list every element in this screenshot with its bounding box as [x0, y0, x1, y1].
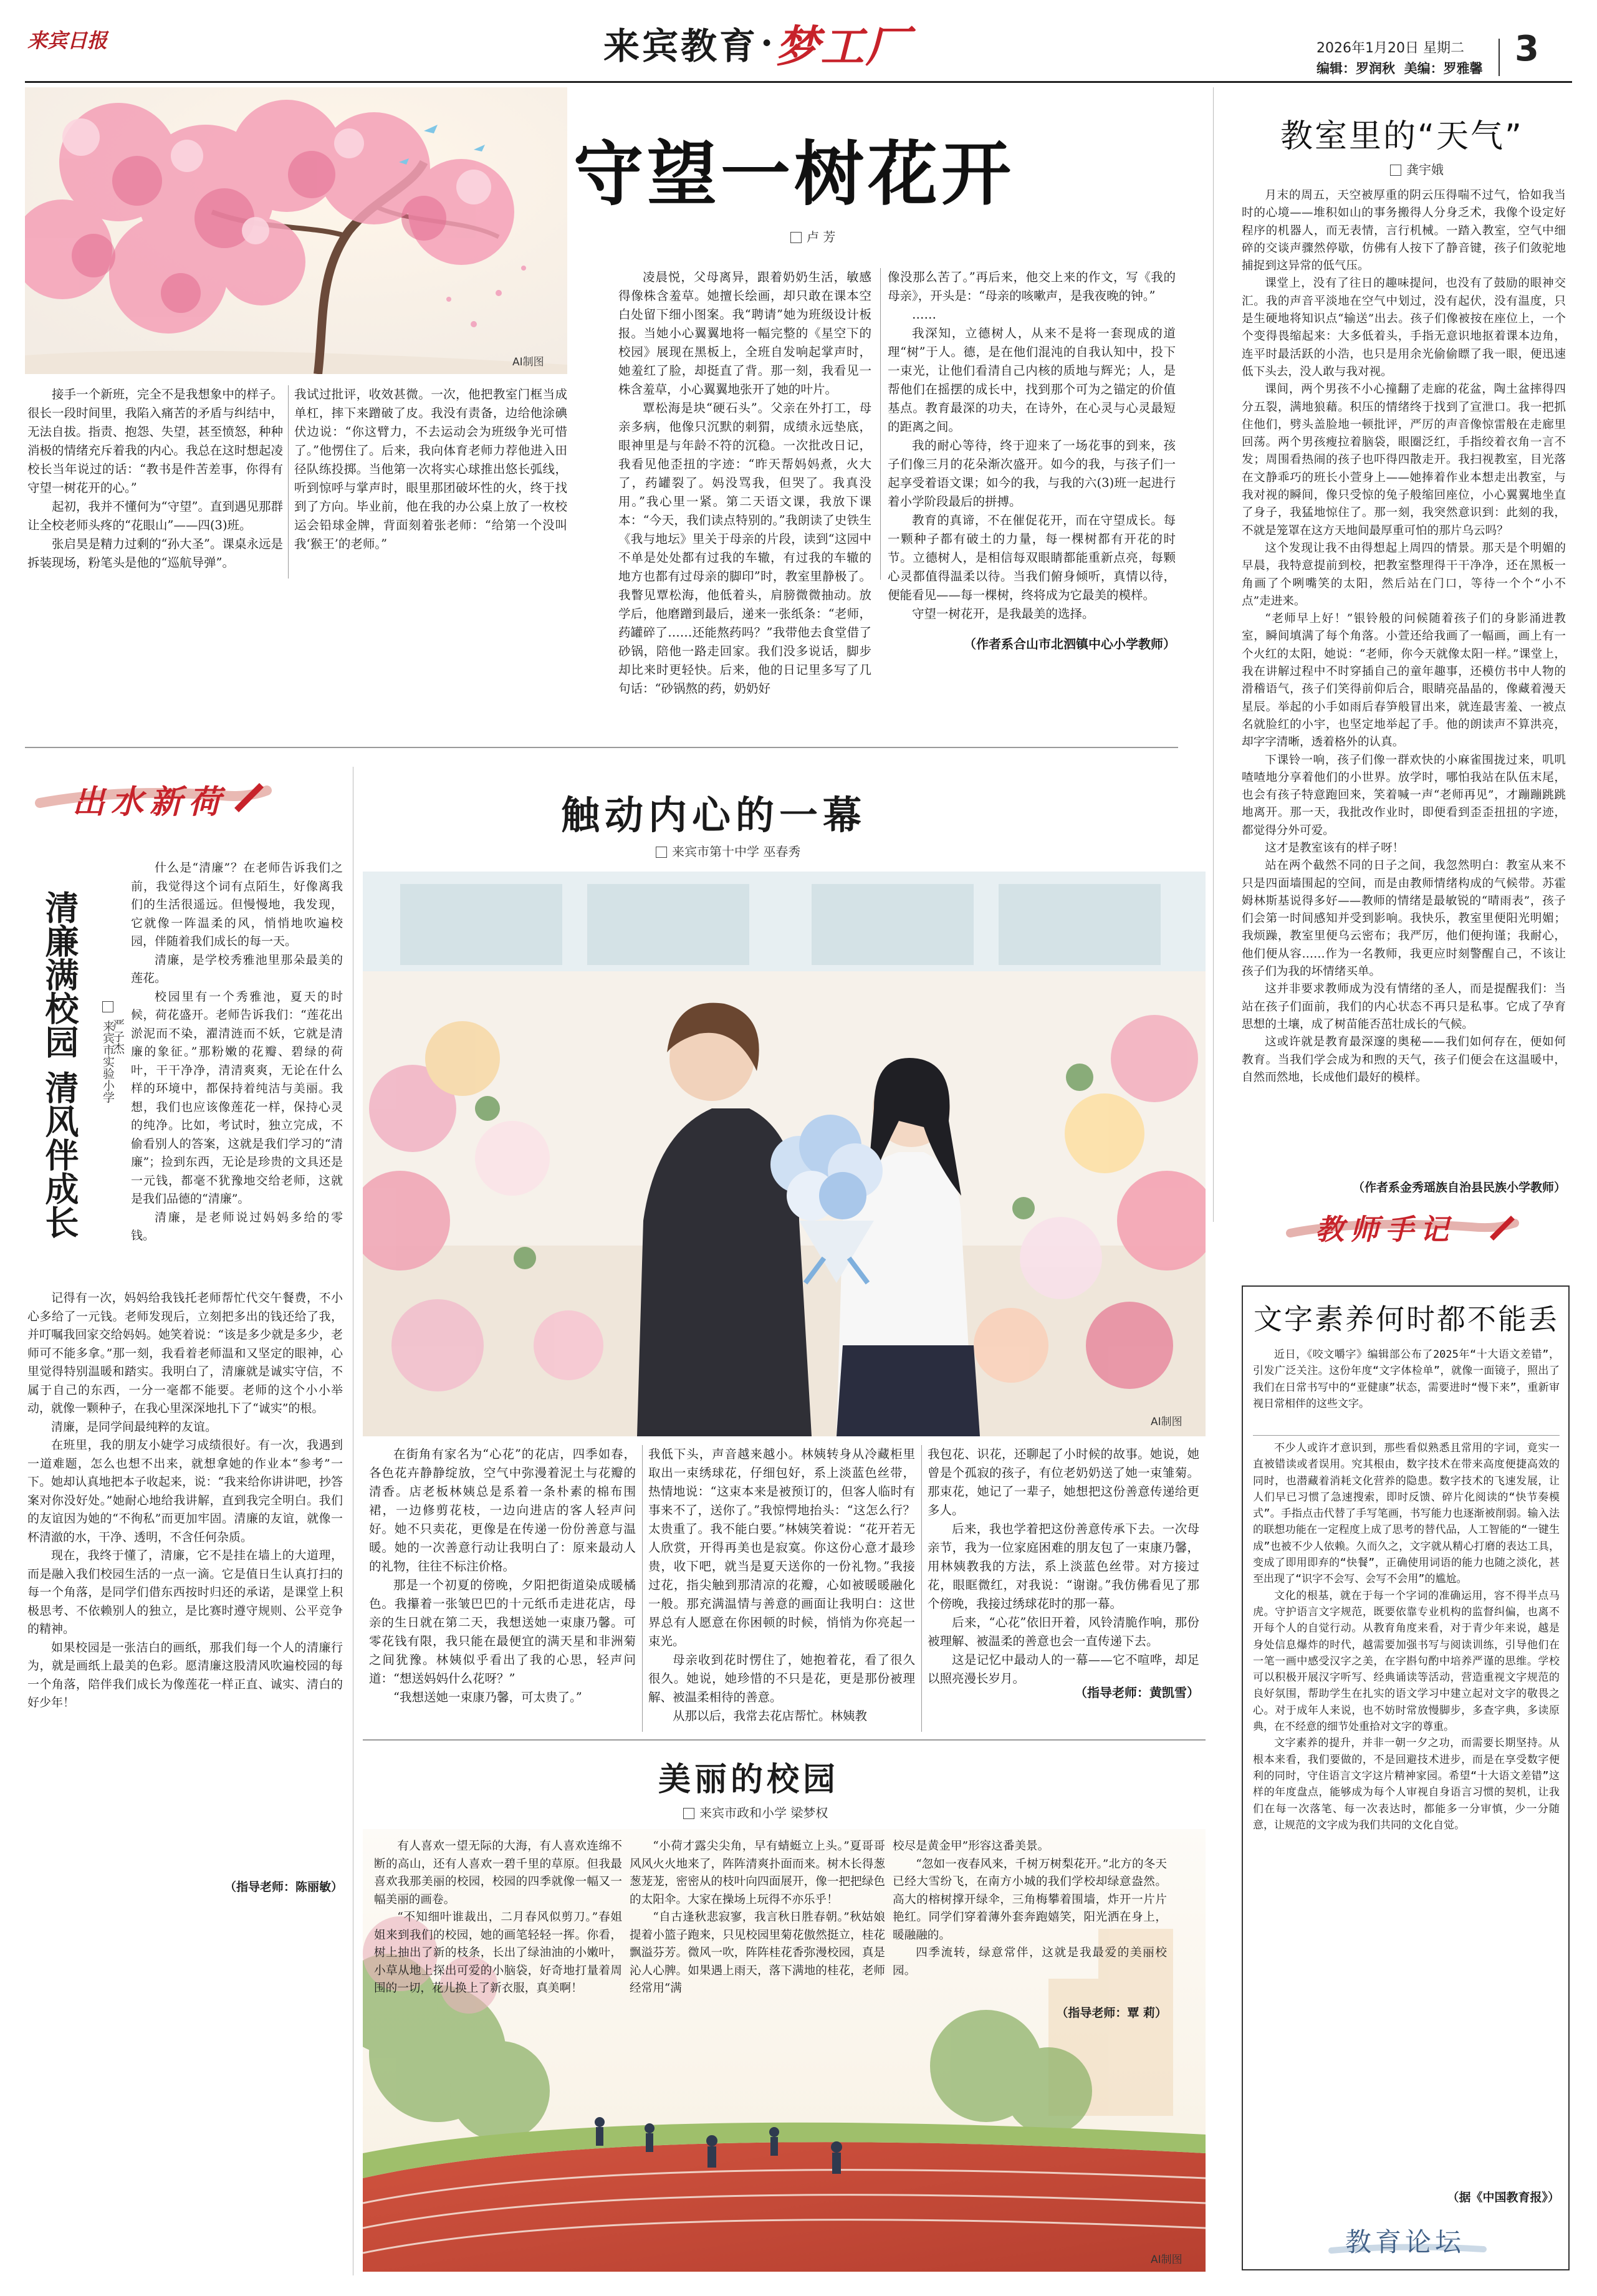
date-line: 2026年1月20日 星期二: [1316, 41, 1464, 56]
section-label-text: 教师手记: [1315, 1213, 1455, 1246]
page-number: 3: [1515, 29, 1539, 69]
art3-rest: [27, 1289, 343, 1712]
art1-signature: （作者系合山市北泗镇中心小学教师）: [964, 636, 1176, 651]
art1-col1: [27, 385, 283, 572]
brand-name: 梦工厂: [775, 20, 911, 72]
paragraph: 清廉，是学校秀雅池里那朵最美的莲花。: [131, 953, 343, 985]
right-column-divider: [1213, 87, 1214, 1222]
byline-box-icon: [1390, 165, 1401, 176]
art5-col3: [893, 1838, 1167, 1980]
designer-label: 美编：罗雅馨: [1404, 61, 1483, 76]
paragraph: 母亲收到花时愣住了，她抱着花，看了很久很久。她说，她珍惜的不只是花，更是那份被理解、被温柔相待的善意。: [648, 1653, 915, 1704]
section-label-text: 教育论坛: [1345, 2227, 1465, 2257]
paragraph: 记得有一次，妈妈给我钱托老师帮忙代交午餐费，不小心多给了一元钱。老师发现后，立刻把多出的钱还给了我，并叮嘱我回家交给妈妈。她笑着说：“该是多少就是多少，老师可不能多拿。”那一刻，我看着老师温和又坚定的眼神，心里觉得特别温暖和踏实。我明白了，清廉就是诚实守信，不属于自己的东西，一分一毫都不能要。老师的这个小小举动，就像一颗种子，在我心里深深地扎下了“诚实”的根。: [27, 1291, 343, 1415]
art5-col1: [374, 1838, 622, 1998]
intro-rule: [1253, 1435, 1560, 1436]
section-label-chushui: [35, 772, 272, 822]
paragraph: 覃松海是块“硬石头”。父亲在外打工，母亲多病，他像只沉默的刺猬，成绩永远垫底，眼神里是与年龄不符的沉稳。一次批改日记，我看见他歪扭的字迹：“昨天帮妈妈煮，火大了，药罐裂了。妈没骂我，但哭了。我真没用。”我心里一紧。第二天语文课，我放下课本：“今天，我们读点特别的。”我朗读了史铁生《我与地坛》里关于母亲的片段，读到“这园中不单是处处都有过我的车辙，有过我的车辙的地方也都有过母亲的脚印”时，教室里静极了。我瞥见覃松海，他低着头，肩膀微微抽动。放学后，他磨蹭到最后，递来一张纸条：“老师，药罐碎了……还能熬药吗？”我带他去食堂借了砂锅，陪他一路走回家。我们没多说话，脚步却比来时更轻快。后来，他的日记里多写了几句话：“砂锅熬的药，奶奶好: [618, 401, 871, 696]
art5-signature: （指导老师：覃 莉）: [1056, 2006, 1167, 2020]
paragraph: 清廉，是同学间最纯粹的友谊。: [51, 1419, 218, 1434]
section-label-text: 出水新荷: [72, 783, 228, 821]
paragraph: “老师早上好！”银铃般的问候随着孩子们的身影涌进教室，瞬间填满了每个角落。小萱还给我画了一幅画，画上有一个火红的太阳，她说：“老师，你今天就像太阳一样。”课堂上，我在讲解过程中不时穿插自己的童年趣事，还模仿书中人物的滑稽语气，孩子们笑得前仰后合，眼睛亮晶晶的，像藏着漫天星辰。举起的小手如雨后春笋般冒出来，就连最害羞、一被点名就脸红的小宇，也坚定地举起了手。他的朗读声不算洪亮，却字字清晰，透着格外的认真。: [1242, 612, 1566, 749]
art4-signature: （指导老师：黄凯雪）: [1075, 1685, 1199, 1700]
paragraph: 凌晨悦，父母离异，跟着奶奶生活，敏感得像株含羞草。她擅长绘画，却只敢在课本空白处留下细小图案。我“聘请”她为班级设计板报。当她小心翼翼地将一幅完整的《星空下的校园》展现在黑板上，全班自发响起掌声时，她羞红了脸，却挺直了背。那一刻，我看见一株含羞草，小心翼翼地张开了她的叶片。: [618, 270, 871, 396]
art1-col3: [618, 268, 871, 698]
paragraph: ……: [912, 307, 936, 322]
art4-col3: [928, 1445, 1199, 1688]
paragraph: 我试过批评，收效甚微。一次，他把教室门框当成单杠，摔下来蹭破了皮。我没有责备，边给他涂碘伏边说：“你这臂力，不去运动会为班级争光可惜了。”他愣住了。后来，我向体育老师力荐他进入田径队练投掷。当他第一次将实心球推出悠长弧线，听到惊呼与掌声时，眼里那团破坏性的火，终于找到了方向。毕业前，他在我的办公桌上放了一枚校运会铅球金牌，背面刻着张老师：“给第一个没叫我‘猴王’的老师。”: [294, 387, 567, 551]
paragraph: 四季流转，绿意常伴，这就是我最爱的美丽校园。: [893, 1946, 1167, 1977]
ai-caption-3: AI制图: [1151, 2254, 1182, 2266]
col-divider: [921, 1445, 922, 1732]
paragraph: 校尽是黄金甲”形容这番美景。: [893, 1840, 1050, 1853]
paragraph: 文字素养的提升，并非一朝一夕之功，而需要长期坚持。从根本来看，我们要做的，不是回避技术进步，而是在享受数字便利的同时，守住语言文字这片精神家园。希望“十大语文差错”这样的年度盘点，能够成为每个人审视自身语言习惯的契机，让我们在每一次落笔、每一次表达时，都能多一分审慎，少一分随意，让规范的文字成为我们共同的文化自觉。: [1253, 1737, 1560, 1832]
author-name-4: 来宾市第十中学 巫春秀: [672, 844, 801, 859]
column-name: 来宾教育: [603, 25, 759, 67]
art6-intro: [1253, 1347, 1560, 1412]
article-title-6: 文字素养何时都不能丢: [1254, 1302, 1559, 1336]
article-title-5: 美丽的校园: [658, 1760, 840, 1799]
paragraph: 月末的周五，天空被厚重的阴云压得喘不过气，恰如我当时的心境——堆积如山的事务搬得人分身乏术，我像个设定好程序的机器人，而无表情，言行机械。一踏入教室，空气中细碎的交谈声骤然停歇，仿佛有人按下了静音键，孩子们敛驼地捕捉到这异常的低气压。: [1242, 189, 1566, 273]
article-author-1: [790, 227, 835, 245]
paragraph: 后来，“心花”依旧开着，风铃清脆作响，那份被理解、被温柔的善意也会一直传递下去。: [928, 1615, 1199, 1648]
art4-col1: [369, 1445, 636, 1707]
paragraph: “忽如一夜春风来，千树万树梨花开。”北方的冬天已经大雪纷飞，在南方小城的我们学校却绿意盎然。高大的榕树撑开绿伞，三角梅攀着围墙，炸开一片片艳红。同学们穿着薄外套奔跑嬉笑，阳光洒在身上，暖融融的。: [893, 1857, 1167, 1942]
paragraph: “自古逢秋悲寂寥，我言秋日胜春朝。”秋姑娘提着小篮子跑来，只见校园里菊花傲然挺立，桂花飘溢芬芳。微风一吹，阵阵桂花香弥漫校园，真是沁人心脾。如果遇上雨天，落下满地的桂花，老师经常用“满: [630, 1911, 885, 1995]
paragraph: 教育的真谛，不在催促花开，而在守望成长。每一颗种子都有破土的力量，每一棵树都有开花的时节。立德树人，是相信每双眼睛都能重新点亮，每颗心灵都值得温柔以待。当我们俯身倾听，真情以待，便能看见——每一棵树，终将成为它最美的模样。: [888, 513, 1176, 602]
ai-caption-1: AI制图: [512, 356, 544, 368]
paragraph: 清廉，是老师说过妈妈多给的零钱。: [131, 1210, 343, 1242]
article-title-3: 清廉满校园 清风伴成长: [40, 890, 79, 1239]
art1-col2: [294, 385, 567, 554]
paragraph: 这或许就是教育最深邃的奥秘——我们如何存在，便如何教育。当我们学会成为和煦的天气，孩子们便会在这温暖中，自然而然地，长成他们最好的模样。: [1242, 1035, 1566, 1084]
paragraph: 什么是“清廉”？在老师告诉我们之前，我觉得这个词有点陌生，好像离我们的生活很遥远。但慢慢地，我发现，它就像一阵温柔的风，悄悄地吹遍校园，伴随着我们成长的每一天。: [131, 861, 343, 948]
page-no-divider: [1499, 39, 1500, 76]
paragraph: 不少人或许才意识到，那些看似熟悉且常用的字词，竟实一直被错读或者误用。究其根由，数字技术在带来高度便捷高效的同时，也潜藏着消耗文化营养的隐患。数字技术的飞速发展，让人们早已习惯了急速搜索，即时反馈、碎片化阅读的“快节奏模式”。手指点击代替了手写笔画，书写能力也逐渐被削弱。输入法的联想功能在一定程度上成了思考的替代品，人工智能的“一键生成”也被不少人依赖。久而久之，文字就从精心打磨的表达工具，变成了即用即弃的“快餐”，正确使用词语的能力也随之淡化，甚至出现了“识字不会写、会写不会用”的尴尬。: [1253, 1442, 1560, 1586]
article-author-4: [656, 842, 800, 860]
paragraph: “小荷才露尖尖角，早有蜻蜓立上头。”夏哥哥风风火火地来了，阵阵清爽扑面而来。树木长得葱葱茏茏，密密从的枝叶向四面展开，像一把把绿色的太阳伞。大家在操场上玩得不亦乐乎！: [630, 1840, 885, 1906]
article-author-2: [1390, 160, 1444, 178]
article-title-4: 触动内心的一幕: [561, 792, 867, 838]
section-rule: [25, 747, 1178, 748]
paragraph: 如果校园是一张洁白的画纸，那我们每一个人的清廉行为，就是画纸上最美的色彩。愿清廉这股清风吹遍校园的每一个角落，陪伴我们成长为像莲花一样正直、诚实、清白的好少年！: [27, 1640, 343, 1709]
paragraph: 后来，我也学着把这份善意传承下去。一次母亲节，我为一位家庭困难的朋友包了一束康乃馨，用林姨教我的方法，系上淡蓝色丝带。对方接过花，眼眶微红，对我说：“谢谢。”我仿佛看见了那个傍晚，我接过绣球花时的那一幕。: [928, 1522, 1199, 1611]
paragraph: 课间，两个男孩不小心撞翻了走廊的花盆，陶土盆摔得四分五裂，满地狼藉。积压的情绪终于找到了宣泄口。我一把抓住他们，劈头盖脸地一顿批评，严厉的声音像惊雷般在走廊里回荡。两个男孩瘦拉着脑袋，眼圈泛红，手指绞着衣角一言不发；周围看热闹的孩子也吓得四散走开。我扫视教室，目光落在文静乖巧的班长小萱身上——她捧着作业本想走出教室，与我对视的瞬间，像只受惊的兔子般缩回座位，小心翼翼地坐直了身子，我猛地惊住了。那一刻，我突然意识到：此刻的我，不就是笼罩在这方天地间最厚重可怕的那片乌云吗？: [1242, 383, 1566, 537]
col-divider: [880, 268, 881, 580]
section-label-forum: [1328, 2219, 1490, 2259]
paragraph: 在班里，我的朋友小婕学习成绩很好。有一次，我遇到一道难题，怎么也想不出来，就想拿她的作业本“参考”一下。她却认真地把本子收起来，说：“我来给你讲讲吧，抄答案对你没好处。”她耐心地给我讲解，直到我完全明白。我们的友谊因为她的“不徇私”而更加牢固。清廉的友谊，就像一杯清澈的水，干净、透明，不含任何杂质。: [27, 1438, 343, 1544]
paragraph: 文化的根基，就在于每一个字词的准确运用，容不得半点马虎。守护语言文字规范，既要依靠专业机构的监督纠偏，也离不开每个人的自觉行动。从教育角度来看，对于青少年来说，越是身处信息爆炸的时代，越需要加强书写与阅读训练，引导他们在一笔一画中感受汉字之美，在字斟句酌中培养严谨的思维。学校可以积极开展汉字听写、经典诵读等活动，营造重视文字规范的良好氛围，帮助学生在扎实的语文学习中建立起对文字的敬畏之心。对于成年人来说，也不妨时常放慢脚步，多查字典，多读原典，在不经意的细节处重拾对文字的尊重。: [1253, 1589, 1560, 1734]
paragraph: 现在，我终于懂了，清廉，它不是挂在墙上的大道理，而是融入我们校园生活的一点一滴。它是值日生认真打扫的每一个角落，是同学们借东西按时归还的承诺，是课堂上积极思考、不依赖别人的独立，是比赛时遵守规则、公平竞争的精神。: [27, 1549, 343, 1636]
paper-logo: 来宾日报: [27, 29, 108, 52]
paragraph: 校园里有一个秀雅池，夏天的时候，荷花盛开。老师告诉我们：“莲花出淤泥而不染，濯清涟而不妖，它就是清廉的象征。”那粉嫩的花瓣、碧绿的荷叶，干干净净，清清爽爽，无论在什么样的环境中，都保持着纯洁与美丽。我想，我们也应该像莲花一样，保持心灵的纯净。比如，考试时，独立完成，不偷看别人的答案，这就是我们学习的“清廉”；捡到东西，无论是珍贵的文具还是一元钱，都毫不犹豫地交给老师，这就是我们品德的“清廉”。: [131, 989, 343, 1206]
author-line: 来宾市实验小学: [101, 1020, 115, 1103]
col-divider: [288, 385, 289, 579]
paragraph: 张启昊是精力过剩的“孙大圣”。课桌永远是拆装现场，粉笔头是他的“巡航导弹”。: [27, 537, 283, 570]
article-author-3b: 严子杰: [111, 1019, 125, 1054]
col-divider: [642, 1445, 643, 1732]
section-rule: [363, 1739, 1206, 1741]
paragraph: 我深知，立德树人，从来不是将一套现成的道理“树”于人。德，是在他们混沌的自我认知中，投下一束光，让他们看清自己内核的质地与辉光；人，是帮他们在摇摆的成长中，找到那个可为之锚定的价值基点。教育最深的功夫，在诗外，在心灵与心灵最短的距离之间。: [888, 326, 1176, 434]
art3-intro: [131, 859, 343, 1246]
art2-body: [1242, 187, 1566, 1087]
paragraph: 我的耐心等待，终于迎来了一场花事的到来，孩子们像三月的花朵渐次盛开。如今的我，与孩子们一起享受着语文课；如今的我，与我的六(3)班一起进行着小学阶段最后的拼搏。: [888, 438, 1176, 509]
paragraph: “我想送她一束康乃馨，可太贵了。”: [393, 1690, 582, 1704]
byline-box-icon: [683, 1808, 694, 1819]
paragraph: 站在两个截然不同的日子之间，我忽然明白：教室从来不只是四面墙围起的空间，而是由教师情绪构成的气候带。苏霍姆林斯基说得多好——教师的情绪是最敏锐的“晴雨表”，孩子们会第一时间感知并受到影响。我快乐，教室里便阳光明媚；我烦躁，教室里便乌云密布；我严厉，他们便拘谨；我耐心，他们便从容……作为一名教师，我更应时刻警醒自己，不该让孩子们为我的坏情绪买单。: [1242, 859, 1566, 979]
paragraph: “不知细叶谁裁出，二月春风似剪刀。”春姐姐来到我们的校园，她的画笔轻轻一挥。你看，树上抽出了新的枝条，长出了绿油油的小嫩叶，小草从地上探出可爱的小脑袋，好奇地打量着周围的一切，花儿换上了新衣服，真美啊！: [374, 1911, 622, 1995]
art4-col2: [648, 1445, 915, 1726]
art3-signature: （指导老师：陈丽敏）: [224, 1880, 343, 1894]
ai-caption-2: AI制图: [1151, 1416, 1182, 1428]
paragraph: 那是一个初夏的傍晚，夕阳把街道染成暖橘色。我攥着一张皱巴巴的十元纸币走进花店，母亲的生日就在第二天，我想送她一束康乃馨。可零花钱有限，我只能在最便宜的满天星和非洲菊之间犹豫。林姨似乎看出了我的心思，轻声问道：“想送妈妈什么花呀？”: [369, 1578, 636, 1686]
paragraph: 像没那么苦了。”再后来，他交上来的作文，写《我的母亲》，开头是：“母亲的咳嗽声，是我夜晚的钟。”: [888, 270, 1176, 303]
paragraph: 接手一个新班，完全不是我想象中的样子。很长一段时间里，我陷入痛苦的矛盾与纠结中，无法自拔。指责、抱怨、失望，甚至愤怒，种种消极的情绪充斥着我的内心。我总在这时想起凌校长当年说过的话：“教书是件苦差事，你得有守望一树花开的心。”: [27, 387, 283, 495]
article-author-5: [683, 1803, 828, 1821]
paragraph: 守望一树花开，是我最美的选择。: [912, 607, 1095, 621]
art6-body: [1253, 1440, 1560, 1833]
cherry-blossom-illustration: [25, 87, 567, 374]
author-name-5: 来宾市政和小学 梁梦权: [699, 1805, 828, 1820]
paragraph: 下课铃一响，孩子们像一群欢快的小麻雀围拢过来，叽叽喳喳地分享着他们的小世界。放学时，哪怕我站在队伍末尾，也会有孩子特意跑回来，笑着喊一声“老师再见”，才蹦蹦跳跳地离开。那一天，我批改作业时，即便看到歪歪扭扭的字迹，都觉得分外可爱。: [1242, 753, 1566, 837]
paragraph: 这才是教室该有的样子呀！: [1265, 841, 1404, 855]
paragraph: 我低下头，声音越来越小。林姨转身从冷藏柜里取出一束绣球花，仔细包好，系上淡蓝色丝带，热情地说：“这束本来是被预订的，但客人临时有事来不了，送你了。”我惊愕地抬头：“这怎么行？太贵重了。我不能白要。”林姨笑着说：“花开若无人欣赏，开得再美也是寂寞。你这份心意才最珍贵，收下吧，就当是夏天送你的一份礼物。”我接过花，指尖触到那清凉的花瓣，心如被暖暖融化一般。那充满温情与善意的画面让我明白：这世界总有人愿意在你困顿的时候，悄悄为你亮起一束光。: [648, 1447, 915, 1648]
byline-box-icon: [790, 232, 802, 243]
editor-label: 编辑：罗润秋: [1316, 61, 1395, 76]
section-label-teacher-notes: [1284, 1208, 1521, 1246]
masthead-rule: [25, 81, 1572, 83]
art6-signature: （据《中国教育报》）: [1447, 2191, 1560, 2204]
art1-col4: [888, 268, 1176, 623]
paragraph: 起初，我并不懂何为“守望”。直到遇见那群让全校老师头疼的“花眼山”——四(3)班。: [27, 499, 283, 532]
author-name-2: 龚宇娥: [1406, 162, 1444, 177]
paragraph: 课堂上，没有了往日的趣味提问，也没有了鼓励的眼神交汇。我的声音平淡地在空气中划过，没有起伏，没有温度，只是生硬地将知识点“输送”出去。孩子们像被按在座位上，一个个变得畏缩起来：大多低着头，手指无意识地抠着课本边角，连平时最活跃的小浩，也只是用余光偷偷瞟了我一眼，便迅速低下头去，没人敢与我对视。: [1242, 277, 1566, 378]
title-dot: ·: [760, 22, 774, 64]
masthead-title: [603, 15, 1015, 71]
author-name-1: 卢 芳: [807, 229, 836, 244]
art5-col2: [630, 1838, 885, 1998]
paragraph: 我包花、识花，还聊起了小时候的故事。她说，她曾是个孤寂的孩子，有位老奶奶送了她一束雏菊。那束花，她记了一辈子，她想把这份善意传递给更多人。: [928, 1447, 1199, 1517]
paragraph: 这并非要求教师成为没有情绪的圣人，而是提醒我们：当站在孩子们面前，我们的内心状态不再只是私事。它成了孕育思想的土壤，成了树苗能否茁壮成长的气候。: [1242, 982, 1566, 1031]
byline-box-icon: [102, 1001, 113, 1012]
paragraph: 有人喜欢一望无际的大海，有人喜欢连绵不断的高山，还有人喜欢一碧千里的草原。但我最喜欢我那美丽的校园，校园的四季就像一幅又一幅美丽的画卷。: [374, 1840, 622, 1906]
article-title-2: 教室里的“天气”: [1280, 118, 1523, 155]
paragraph: 这个发现让我不由得想起上周四的情景。那天是个明媚的早晨，我特意提前到校，把教室整理得干干净净，还在黑板一角画了个咧嘴笑的太阳，然后站在门口，等待一个个“小不点”走进来。: [1242, 541, 1566, 608]
paragraph: 近日，《咬文嚼字》编辑部公布了2025年“十大语文差错”，引发广泛关注。这份年度“文字体检单”，就像一面镜子，照出了我们在日常书写中的“亚健康”状态，需要进时“慢下来”，重新审视日常相伴的这些文字。: [1253, 1348, 1560, 1410]
paragraph: 这是记忆中最动人的一幕——它不喧哗，却足以照亮漫长岁月。: [928, 1653, 1199, 1686]
art2-signature: （作者系金秀瑶族自治县民族小学教师）: [1352, 1181, 1566, 1194]
byline-box-icon: [656, 847, 667, 858]
editor-line: [1316, 59, 1483, 77]
paragraph: 从那以后，我常去花店帮忙。林姨教: [673, 1709, 868, 1723]
paragraph: 在街角有家名为“心花”的花店，四季如春，各色花卉静静绽放，空气中弥漫着泥土与花瓣的清香。店老板林姨总是系着一条朴素的棉布围裙，一边修剪花枝，一边向进店的客人轻声问好。她不只卖花，更像是在传递一份份善意与温暖。她的一次善意行动让我明白了：原来最动人的礼物，往往不标注价格。: [369, 1447, 636, 1573]
flower-shop-illustration: [363, 872, 1206, 1436]
article-title-1: 守望一树花开: [573, 134, 1015, 215]
